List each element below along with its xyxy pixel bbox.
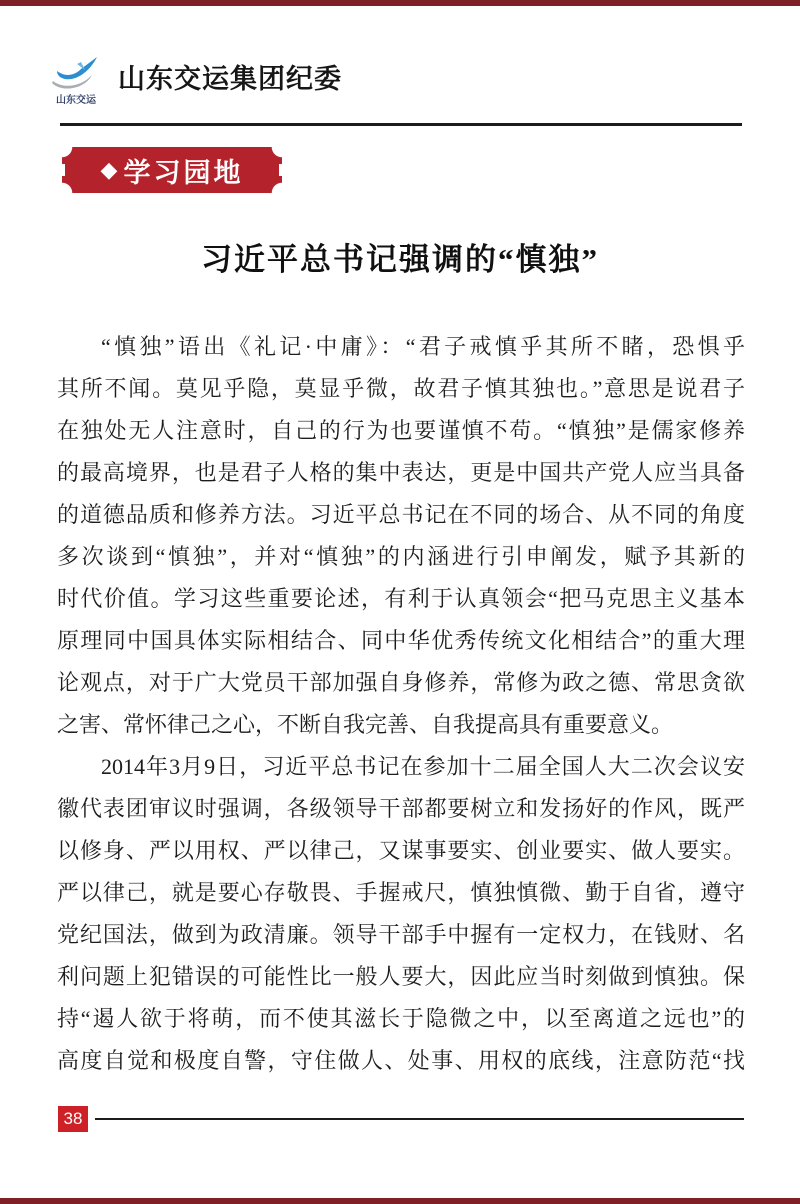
body-line: 高度自觉和极度自警，守住做人、处事、用权的底线，注意防范“找 <box>57 1048 745 1073</box>
body-line: 在独处无人注意时，自己的行为也要谨慎不苟。“慎独”是儒家修养 <box>57 418 745 443</box>
bird-logo-icon <box>47 56 105 94</box>
body-line: 原理同中国具体实际相结合、同中华优秀传统文化相结合”的重大理 <box>57 628 745 653</box>
logo-caption: 山东交运 <box>56 95 96 106</box>
header-divider <box>60 123 742 126</box>
body-line: 徽代表团审议时强调，各级领导干部都要树立和发扬好的作风，既严 <box>57 796 745 821</box>
footer-divider <box>95 1118 744 1120</box>
org-name-heading: 山东交运集团纪委 <box>118 64 342 94</box>
section-badge-label: 学习园地 <box>123 157 244 188</box>
body-line: 的道德品质和修养方法。习近平总书记在不同的场合、从不同的角度 <box>57 502 745 527</box>
body-line: 的最高境界，也是君子人格的集中表达，更是中国共产党人应当具备 <box>57 460 745 485</box>
body-line: 之害、常怀律己之心，不断自我完善、自我提高具有重要意义。 <box>57 712 674 737</box>
article-body <box>57 326 745 1082</box>
body-line: 论观点，对于广大党员干部加强自身修养，常修为政之德、常思贪欲 <box>57 670 745 695</box>
body-line: 其所不闻。莫见乎隐，莫显乎微，故君子慎其独也。”意思是说君子 <box>57 376 745 401</box>
body-line: 党纪国法，做到为政清廉。领导干部手中握有一定权力，在钱财、名 <box>57 922 745 947</box>
body-line: 以修身、严以用权、严以律己，又谋事要实、创业要实、做人要实。 <box>57 838 745 863</box>
body-line: 持“遏人欲于将萌，而不使其滋长于隐微之中，以至离道之远也”的 <box>57 1006 745 1031</box>
section-badge <box>62 147 282 193</box>
org-logo <box>44 56 108 107</box>
body-line: 多次谈到“慎独”，并对“慎独”的内涵进行引申阐发，赋予其新的 <box>57 544 745 569</box>
bottom-border-bar <box>0 1198 800 1204</box>
page-number-badge: 38 <box>58 1106 88 1132</box>
body-line: 严以律己，就是要心存敬畏、手握戒尺，慎独慎微、勤于自省，遵守 <box>57 880 745 905</box>
diamond-icon: ◆ <box>100 157 118 182</box>
body-line: 利问题上犯错误的可能性比一般人要大，因此应当时刻做到慎独。保 <box>57 964 745 989</box>
body-line: 2014年3月9日，习近平总书记在参加十二届全国人大二次会议安 <box>101 754 745 779</box>
top-border-bar <box>0 0 800 6</box>
page-header <box>44 56 342 107</box>
body-line: “慎独”语出《礼记·中庸》：“君子戒慎乎其所不睹，恐惧乎 <box>101 334 745 359</box>
body-line: 时代价值。学习这些重要论述，有利于认真领会“把马克思主义基本 <box>57 586 745 611</box>
article-title: 习近平总书记强调的“慎独” <box>201 242 599 277</box>
